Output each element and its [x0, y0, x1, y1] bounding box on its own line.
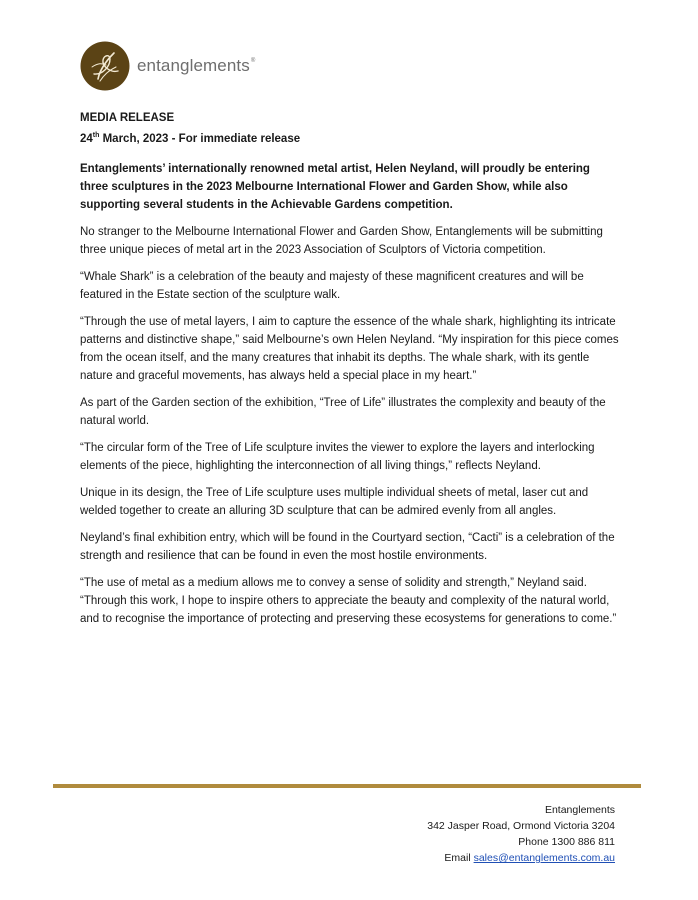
release-header	[80, 110, 620, 148]
email-link[interactable]: sales@entanglements.com.au	[473, 852, 615, 864]
release-body	[80, 160, 620, 637]
body-paragraph: As part of the Garden section of the exhibition, “Tree of Life” illustrates the complexity and beauty of the natural world.	[80, 397, 606, 427]
footer-company: Entanglements	[544, 804, 615, 816]
brand-logo	[80, 41, 290, 91]
footer-address: 342 Jasper Road, Ormond Victoria 3204	[427, 820, 615, 832]
body-paragraph: “Through the use of metal layers, I aim to capture the essence of the whale shark, highlighting its intricate patterns and distinctive shape,” said Melbourne’s own Helen Neyland. “My inspiration for this piece comes from the ocean itself, and the many creatures that inhabit its depths. The whale shark, with its gentle nature and graceful movements, has always held a special place in my heart.”	[80, 316, 619, 382]
release-date-day: 24	[80, 132, 93, 145]
body-paragraph: Neyland’s final exhibition entry, which will be found in the Courtyard section, “Cacti” is a celebration of the strength and resilience that can be found in even the most hostile environments.	[80, 532, 615, 562]
footer-phone: Phone 1300 886 811	[518, 836, 615, 848]
release-date-suffix: th	[92, 132, 100, 139]
release-date-rest: March, 2023 - For immediate release	[99, 132, 301, 145]
footer-email-label: Email	[444, 852, 474, 864]
brand-name: entanglements	[137, 56, 250, 75]
lead-paragraph: Entanglements’ internationally renowned metal artist, Helen Neyland, will proudly be entering three sculptures in the 2023 Melbourne International Flower and Garden Show, while also supporting several students in the Achievable Gardens competition.	[80, 163, 590, 211]
contact-footer	[427, 802, 615, 866]
body-paragraph: Unique in its design, the Tree of Life sculpture uses multiple individual sheets of metal, laser cut and welded together to create an alluring 3D sculpture that can be admired evenly from all angles.	[80, 487, 589, 517]
brand-wordmark	[137, 56, 254, 76]
release-type: MEDIA RELEASE	[80, 112, 175, 124]
footer-divider	[53, 784, 641, 788]
body-paragraph: “The circular form of the Tree of Life sculpture invites the viewer to explore the layers and interlocking elements of the piece, highlighting the interconnection of all living things,” reflects Neyland.	[80, 442, 595, 472]
registered-mark: ®	[250, 58, 256, 64]
body-paragraph: “Whale Shark” is a celebration of the beauty and majesty of these magnificent creatures and will be featured in the Estate section of the sculpture walk.	[80, 271, 584, 301]
release-date	[80, 127, 620, 148]
body-paragraph: No stranger to the Melbourne International Flower and Garden Show, Entanglements will be submitting three unique pieces of metal art in the 2023 Association of Sculptors of Victoria competition.	[80, 226, 603, 256]
swirl-monogram-icon	[80, 41, 130, 91]
footer-email-line	[427, 850, 615, 866]
body-paragraph: “The use of metal as a medium allows me to convey a sense of solidity and strength,” Neyland said. “Through this work, I hope to inspire others to appreciate the beauty and complexity of the natural world, and to recognise the importance of protecting and preserving these ecosystems for generations to come.”	[80, 577, 617, 625]
